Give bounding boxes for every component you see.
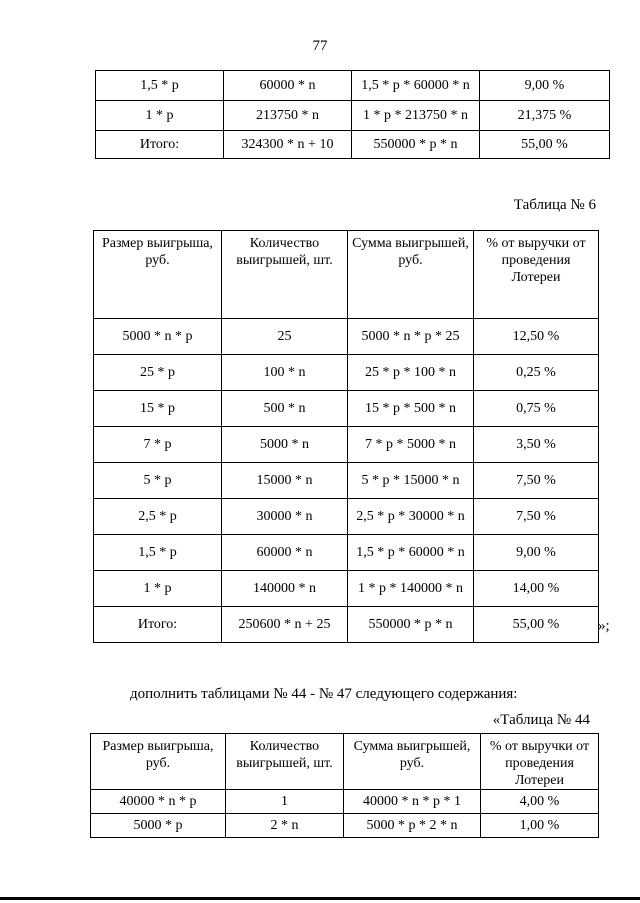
page-number: 77 <box>312 38 328 54</box>
table-cell: 1 * p <box>94 571 222 607</box>
table-cell: 12,50 % <box>474 319 599 355</box>
header-cell: % от выручки от проведения Лотереи <box>474 231 599 319</box>
table-cell: 7,50 % <box>474 499 599 535</box>
table-cell: 15 * p <box>94 391 222 427</box>
table-row <box>96 101 610 131</box>
table-cell: 1,5 * p <box>96 71 224 101</box>
table-cell: 1 <box>226 790 344 814</box>
table-row <box>91 790 599 814</box>
table-header-row <box>91 734 599 790</box>
table-cell: 9,00 % <box>480 71 610 101</box>
header-cell: Размер выигрыша, руб. <box>91 734 226 790</box>
table-cell: 0,25 % <box>474 355 599 391</box>
table-row <box>94 535 599 571</box>
table-cell: 5000 * n * p <box>94 319 222 355</box>
table-cell: 60000 * n <box>224 71 352 101</box>
table-cell: 4,00 % <box>481 790 599 814</box>
header-cell: % от выручки от проведения Лотереи <box>481 734 599 790</box>
table-cell: 5 * p * 15000 * n <box>348 463 474 499</box>
table-cell: Итого: <box>96 131 224 159</box>
table-6-body <box>94 231 599 643</box>
table-cell: 7,50 % <box>474 463 599 499</box>
table-cell: 55,00 % <box>474 607 599 643</box>
table-cell: 550000 * p * n <box>348 607 474 643</box>
header-cell: Размер выигрыша, руб. <box>94 231 222 319</box>
table-row <box>94 499 599 535</box>
table-row <box>94 427 599 463</box>
table-cell: 5000 * p <box>91 814 226 838</box>
header-cell: Количество выигрышей, шт. <box>222 231 348 319</box>
table-cell: 5000 * p * 2 * n <box>344 814 481 838</box>
table-row <box>94 391 599 427</box>
closing-quote: »; <box>598 618 610 634</box>
table-6 <box>93 230 599 643</box>
table-cell: 15000 * n <box>222 463 348 499</box>
table-cell: 40000 * n * p <box>91 790 226 814</box>
table-cell: 5 * p <box>94 463 222 499</box>
table-44-caption: «Таблица № 44 <box>492 712 590 728</box>
table-cell: 100 * n <box>222 355 348 391</box>
table-row <box>94 607 599 643</box>
table-header-row <box>94 231 599 319</box>
table-cell: 550000 * p * n <box>352 131 480 159</box>
table-cell: 3,50 % <box>474 427 599 463</box>
table-44 <box>90 733 599 838</box>
table-cell: 14,00 % <box>474 571 599 607</box>
table-cell: 0,75 % <box>474 391 599 427</box>
table-cell: 60000 * n <box>222 535 348 571</box>
header-cell: Сумма выигрышей, руб. <box>344 734 481 790</box>
table-cell: 250600 * n + 25 <box>222 607 348 643</box>
table-cell: 7 * p * 5000 * n <box>348 427 474 463</box>
table-cell: 40000 * n * p * 1 <box>344 790 481 814</box>
table-cell: 21,375 % <box>480 101 610 131</box>
table-row <box>96 131 610 159</box>
page-bottom-border <box>0 897 640 900</box>
table-cell: 140000 * n <box>222 571 348 607</box>
table-cell: 1,5 * p * 60000 * n <box>352 71 480 101</box>
table-cell: 5000 * n * p * 25 <box>348 319 474 355</box>
table-cell: 213750 * n <box>224 101 352 131</box>
table-cell: 324300 * n + 10 <box>224 131 352 159</box>
table-cell: 1 * p * 140000 * n <box>348 571 474 607</box>
table-cell: 2,5 * p <box>94 499 222 535</box>
table-cell: 25 <box>222 319 348 355</box>
table-cell: 30000 * n <box>222 499 348 535</box>
table-row <box>94 463 599 499</box>
table-cell: 5000 * n <box>222 427 348 463</box>
table-cell: 25 * p <box>94 355 222 391</box>
table-cell: 2,5 * p * 30000 * n <box>348 499 474 535</box>
table-cell: 1,5 * p * 60000 * n <box>348 535 474 571</box>
table-cell: 55,00 % <box>480 131 610 159</box>
table-cell: 2 * n <box>226 814 344 838</box>
table-cell: 7 * p <box>94 427 222 463</box>
table-continuation <box>95 70 610 159</box>
table-6-caption: Таблица № 6 <box>513 197 596 213</box>
table-row <box>96 71 610 101</box>
table-cell: 15 * p * 500 * n <box>348 391 474 427</box>
table-cell: Итого: <box>94 607 222 643</box>
table-cell: 1,00 % <box>481 814 599 838</box>
table-row <box>94 571 599 607</box>
table-cell: 1 * p * 213750 * n <box>352 101 480 131</box>
table-cell: 1,5 * p <box>94 535 222 571</box>
table-cell: 25 * p * 100 * n <box>348 355 474 391</box>
table-row <box>94 355 599 391</box>
table-row <box>91 814 599 838</box>
body-paragraph: дополнить таблицами № 44 - № 47 следующего содержания: <box>130 686 518 702</box>
table-cell: 9,00 % <box>474 535 599 571</box>
table-cell: 1 * p <box>96 101 224 131</box>
table-row <box>94 319 599 355</box>
table-44-body <box>91 734 599 838</box>
header-cell: Количество выигрышей, шт. <box>226 734 344 790</box>
table-continuation-body <box>96 71 610 159</box>
table-cell: 500 * n <box>222 391 348 427</box>
header-cell: Сумма выигрышей, руб. <box>348 231 474 319</box>
